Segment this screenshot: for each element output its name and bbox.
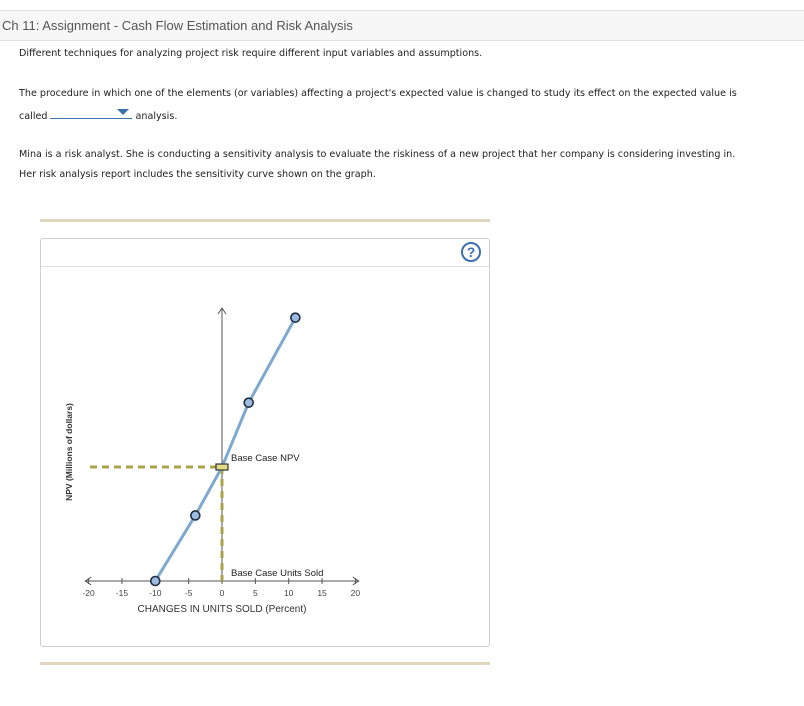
x-axis-label: CHANGES IN UNITS SOLD (Percent) [137,604,307,615]
chart-labels [64,403,360,615]
data-point [191,511,200,520]
sensitivity-curve [155,318,295,581]
bottom-divider [40,662,490,665]
x-tick-label: 10 [283,588,294,598]
question-part1: The procedure in which one of the elements (or variables) affecting a project's expected value is changed to study its effect on the expected value is [19,88,737,99]
data-point [244,398,253,407]
x-tick-label: 20 [350,588,361,598]
data-point [291,313,300,322]
x-tick-label: 0 [219,588,225,598]
x-tick-label: -20 [82,588,95,598]
x-tick-label: -5 [184,588,193,598]
intro-text: Different techniques for analyzing project risk require different input variables and assumptions. [19,48,483,59]
x-tick-label: -15 [115,588,129,598]
y-axis-label: NPV (Millions of dollars) [64,403,74,501]
help-icon[interactable]: ? [461,242,481,262]
assignment-title: Ch 11: Assignment - Cash Flow Estimation and Risk Analysis [2,18,353,33]
data-point [151,577,160,586]
question-analysis: analysis. [135,111,178,122]
chart-guides [90,467,222,581]
base-case-units-label: Base Case Units Sold [231,568,324,579]
scenario-line-1: Mina is a risk analyst. She is conducting a sensitivity analysis to evaluate the riskiness of a new project that her company is considering investing in. [19,149,736,160]
base-case-marker [216,464,228,470]
chart-series [151,313,300,585]
x-tick-label: -10 [149,588,162,598]
x-tick-label: 5 [252,588,258,598]
base-case-npv-label: Base Case NPV [231,453,300,465]
question-called: called [19,111,48,122]
x-tick-label: 15 [317,588,327,598]
scenario-line-2: Her risk analysis report includes the sensitivity curve shown on the graph. [19,169,376,180]
